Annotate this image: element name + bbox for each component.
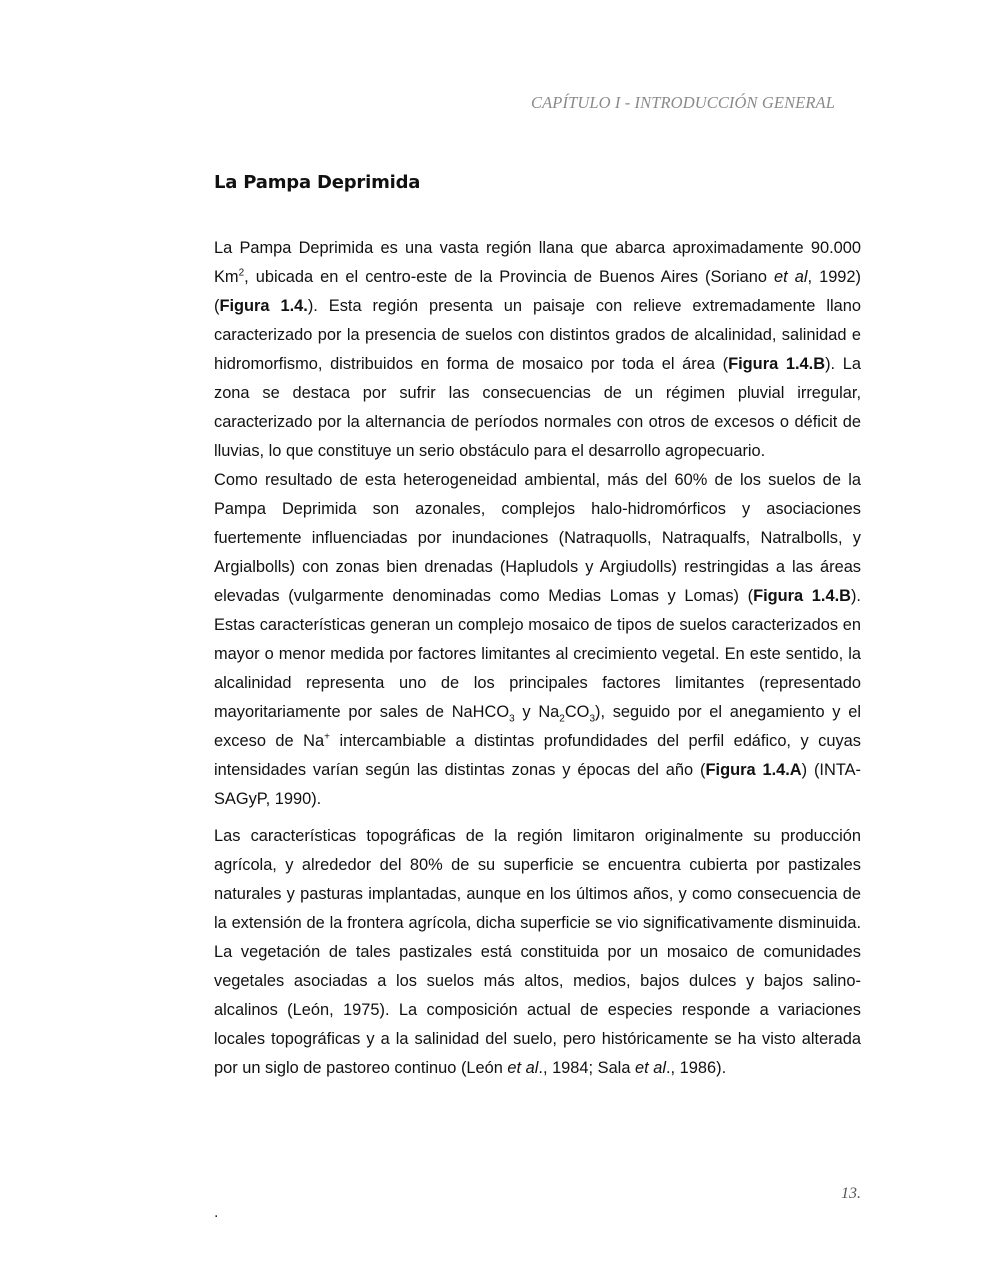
- footer-mark: .: [214, 1204, 219, 1221]
- citation-et-al: et al: [507, 1059, 539, 1077]
- figure-reference: Figura 1.4.: [219, 297, 308, 315]
- running-header: CAPÍTULO I - INTRODUCCIÓN GENERAL: [531, 93, 835, 112]
- text-run: ). La zona se destaca por sufrir las consecuencias de un régimen pluvial irregular, caracterizado por la alternancia de períodos normales con otros de excesos o déficit de lluvias, lo que constituye un serio obstáculo para el desarrollo agropecuario.: [214, 355, 861, 460]
- text-run: Las características topográficas de la región limitaron originalmente su producción agrícola, y alrededor del 80% de su superficie se encuentra cubierta por pastizales naturales y pasturas implantadas, aunque en los últimos años, y como consecuencia de la extensión de la frontera agrícola, dicha superficie se vio significativamente disminuida. La vegetación de tales pastizales está constituida por un mosaico de comunidades vegetales asociadas a los suelos más altos, medios, bajos dulces y bajos salino-alcalinos (León, 1975). La composición actual de especies responde a variaciones locales topográficas y a la salinidad del suelo, pero históricamente se ha visto alterada por un siglo de pastoreo continuo (León: [214, 827, 861, 1077]
- text-run: , 1992) (: [214, 268, 862, 315]
- superscript: +: [324, 731, 330, 743]
- paragraph-1: [214, 234, 861, 466]
- text-run: ). Esta región presenta un paisaje con relieve extremadamente llano caracterizado por la presencia de suelos con distintos grados de alcalinidad, salinidad e hidromorfismo, distribuidos en forma de mosaico por toda el área (: [214, 297, 861, 373]
- citation-et-al: et al: [774, 268, 808, 286]
- page-number: 13.: [841, 1185, 861, 1202]
- subscript: 3: [589, 713, 595, 725]
- subscript: 2: [559, 713, 565, 725]
- text-run: ), seguido por el anegamiento y el exceso de Na: [214, 703, 861, 750]
- paragraph-2: [214, 466, 861, 814]
- text-run: ) (INTA-SAGyP, 1990).: [214, 761, 862, 808]
- text-run: y Na: [514, 703, 560, 721]
- citation-et-al: et al: [635, 1059, 666, 1077]
- text-run: CO: [564, 703, 590, 721]
- superscript: 2: [238, 267, 245, 279]
- figure-reference: Figura 1.4.B: [753, 587, 851, 605]
- figure-reference: Figura 1.4.B: [728, 355, 826, 373]
- body-text: [214, 234, 861, 1083]
- text-run: La Pampa Deprimida es una vasta región llana que abarca aproximadamente 90.000 Km: [214, 239, 861, 286]
- paragraph-3: [214, 822, 861, 1083]
- text-run: ., 1984; Sala: [538, 1059, 635, 1077]
- section-title: La Pampa Deprimida: [214, 172, 421, 193]
- figure-reference: Figura 1.4.A: [705, 761, 802, 779]
- text-run: ). Estas características generan un complejo mosaico de tipos de suelos caracterizados en mayor o menor medida por factores limitantes al crecimiento vegetal. En este sentido, la alcalinidad representa uno de los principales factores limitantes (representado mayoritariamente por sales de NaHCO: [214, 587, 861, 721]
- text-run: intercambiable a distintas profundidades del perfil edáfico, y cuyas intensidades varían según las distintas zonas y épocas del año (: [214, 732, 861, 779]
- text-run: ., 1986).: [665, 1059, 727, 1077]
- subscript: 3: [509, 713, 515, 725]
- text-run: , ubicada en el centro-este de la Provincia de Buenos Aires (Soriano: [244, 268, 775, 286]
- text-run: Como resultado de esta heterogeneidad ambiental, más del 60% de los suelos de la Pampa Deprimida son azonales, complejos halo-hidromórficos y asociaciones fuertemente influenciadas por inundaciones (Natraquolls, Natraqualfs, Natralbolls, y Argialbolls) con zonas bien drenadas (Hapludols y Argiudolls) restringidas a las áreas elevadas (vulgarmente denominadas como Medias Lomas y Lomas) (: [214, 471, 861, 605]
